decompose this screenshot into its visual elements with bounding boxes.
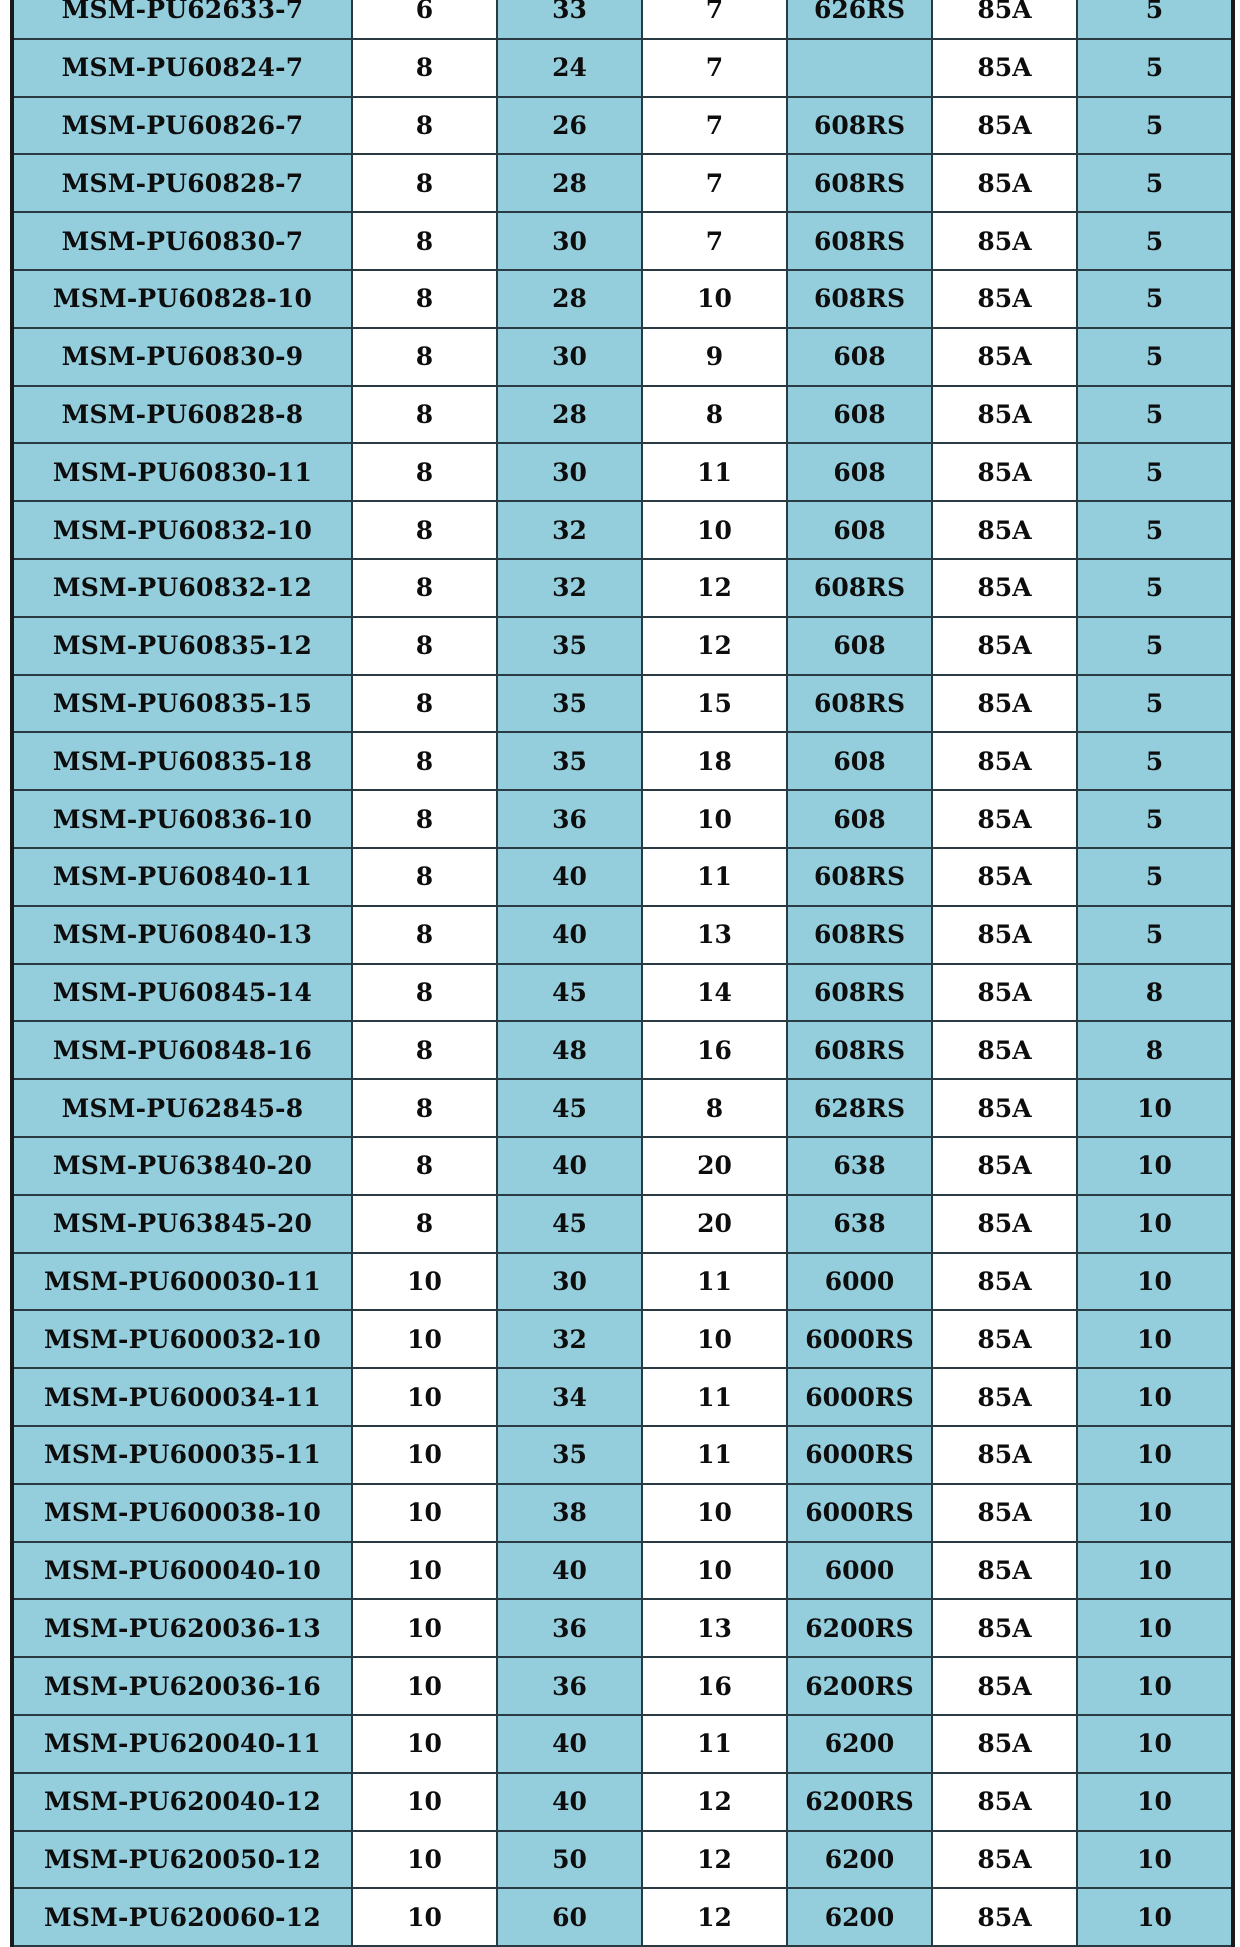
hardness-cell: 85A: [932, 1021, 1077, 1079]
outer-diameter-cell: 24: [497, 39, 642, 97]
outer-diameter-cell: 33: [497, 0, 642, 39]
hardness-cell: 85A: [932, 732, 1077, 790]
bore-cell: 8: [352, 501, 497, 559]
table-row: [12, 1426, 1233, 1484]
table-row: [12, 1079, 1233, 1137]
model-cell: MSM-PU60830-9: [12, 328, 352, 386]
outer-diameter-cell: 35: [497, 732, 642, 790]
model-cell: MSM-PU620040-12: [12, 1773, 352, 1831]
width-cell: 15: [642, 675, 787, 733]
bore-cell: 10: [352, 1542, 497, 1600]
quantity-cell: 5: [1077, 154, 1233, 212]
outer-diameter-cell: 28: [497, 386, 642, 444]
model-cell: MSM-PU60832-12: [12, 559, 352, 617]
outer-diameter-cell: 30: [497, 443, 642, 501]
hardness-cell: 85A: [932, 675, 1077, 733]
table-row: [12, 328, 1233, 386]
hardness-cell: 85A: [932, 1599, 1077, 1657]
spec-table-body: [12, 0, 1233, 1946]
model-cell: MSM-PU600035-11: [12, 1426, 352, 1484]
quantity-cell: 5: [1077, 559, 1233, 617]
model-cell: MSM-PU62633-7: [12, 0, 352, 39]
width-cell: 12: [642, 1773, 787, 1831]
bearing-cell: 6000RS: [787, 1368, 932, 1426]
hardness-cell: 85A: [932, 1888, 1077, 1946]
width-cell: 11: [642, 443, 787, 501]
model-cell: MSM-PU600038-10: [12, 1484, 352, 1542]
model-cell: MSM-PU60848-16: [12, 1021, 352, 1079]
bearing-cell: 638: [787, 1137, 932, 1195]
model-cell: MSM-PU60828-10: [12, 270, 352, 328]
hardness-cell: 85A: [932, 1253, 1077, 1311]
width-cell: 14: [642, 964, 787, 1022]
bearing-cell: 608RS: [787, 906, 932, 964]
model-cell: MSM-PU620050-12: [12, 1831, 352, 1889]
bore-cell: 8: [352, 1137, 497, 1195]
outer-diameter-cell: 45: [497, 1195, 642, 1253]
hardness-cell: 85A: [932, 1137, 1077, 1195]
outer-diameter-cell: 32: [497, 1310, 642, 1368]
bore-cell: 8: [352, 97, 497, 155]
bearing-cell: 628RS: [787, 1079, 932, 1137]
model-cell: MSM-PU620040-11: [12, 1715, 352, 1773]
quantity-cell: 5: [1077, 501, 1233, 559]
bearing-cell: 608RS: [787, 848, 932, 906]
quantity-cell: 10: [1077, 1426, 1233, 1484]
bearing-cell: 6200RS: [787, 1657, 932, 1715]
quantity-cell: 10: [1077, 1079, 1233, 1137]
model-cell: MSM-PU60830-11: [12, 443, 352, 501]
quantity-cell: 8: [1077, 1021, 1233, 1079]
table-row: [12, 1484, 1233, 1542]
outer-diameter-cell: 35: [497, 617, 642, 675]
hardness-cell: 85A: [932, 964, 1077, 1022]
hardness-cell: 85A: [932, 0, 1077, 39]
hardness-cell: 85A: [932, 443, 1077, 501]
width-cell: 10: [642, 1484, 787, 1542]
quantity-cell: 5: [1077, 328, 1233, 386]
model-cell: MSM-PU60840-11: [12, 848, 352, 906]
model-cell: MSM-PU60845-14: [12, 964, 352, 1022]
bearing-cell: 6200: [787, 1831, 932, 1889]
bore-cell: 8: [352, 443, 497, 501]
quantity-cell: 5: [1077, 848, 1233, 906]
bore-cell: 10: [352, 1599, 497, 1657]
width-cell: 10: [642, 1542, 787, 1600]
outer-diameter-cell: 38: [497, 1484, 642, 1542]
bearing-cell: 608: [787, 617, 932, 675]
outer-diameter-cell: 36: [497, 790, 642, 848]
model-cell: MSM-PU63845-20: [12, 1195, 352, 1253]
outer-diameter-cell: 30: [497, 212, 642, 270]
model-cell: MSM-PU620060-12: [12, 1888, 352, 1946]
table-row: [12, 1253, 1233, 1311]
bearing-cell: 608RS: [787, 964, 932, 1022]
table-row: [12, 1310, 1233, 1368]
outer-diameter-cell: 35: [497, 1426, 642, 1484]
outer-diameter-cell: 32: [497, 501, 642, 559]
outer-diameter-cell: 40: [497, 1137, 642, 1195]
quantity-cell: 5: [1077, 97, 1233, 155]
width-cell: 20: [642, 1137, 787, 1195]
hardness-cell: 85A: [932, 270, 1077, 328]
bore-cell: 8: [352, 559, 497, 617]
bearing-cell: 608: [787, 732, 932, 790]
table-row: [12, 1137, 1233, 1195]
hardness-cell: 85A: [932, 212, 1077, 270]
table-row: [12, 443, 1233, 501]
hardness-cell: 85A: [932, 790, 1077, 848]
hardness-cell: 85A: [932, 1484, 1077, 1542]
width-cell: 13: [642, 906, 787, 964]
table-row: [12, 1599, 1233, 1657]
table-row: [12, 1831, 1233, 1889]
bore-cell: 8: [352, 1021, 497, 1079]
model-cell: MSM-PU620036-13: [12, 1599, 352, 1657]
bearing-cell: 6000: [787, 1253, 932, 1311]
outer-diameter-cell: 28: [497, 270, 642, 328]
bearing-cell: 608RS: [787, 97, 932, 155]
bore-cell: 8: [352, 1195, 497, 1253]
outer-diameter-cell: 36: [497, 1599, 642, 1657]
width-cell: 9: [642, 328, 787, 386]
table-row: [12, 848, 1233, 906]
quantity-cell: 10: [1077, 1542, 1233, 1600]
bore-cell: 10: [352, 1253, 497, 1311]
quantity-cell: 5: [1077, 732, 1233, 790]
bore-cell: 8: [352, 386, 497, 444]
model-cell: MSM-PU620036-16: [12, 1657, 352, 1715]
quantity-cell: 5: [1077, 0, 1233, 39]
width-cell: 11: [642, 1253, 787, 1311]
outer-diameter-cell: 26: [497, 97, 642, 155]
width-cell: 12: [642, 1831, 787, 1889]
hardness-cell: 85A: [932, 848, 1077, 906]
table-row: [12, 559, 1233, 617]
table-row: [12, 790, 1233, 848]
table-row: [12, 501, 1233, 559]
model-cell: MSM-PU60830-7: [12, 212, 352, 270]
model-cell: MSM-PU60835-18: [12, 732, 352, 790]
table-row: [12, 1021, 1233, 1079]
bore-cell: 10: [352, 1310, 497, 1368]
bore-cell: 8: [352, 675, 497, 733]
hardness-cell: 85A: [932, 1657, 1077, 1715]
bearing-cell: 6000RS: [787, 1310, 932, 1368]
table-row: [12, 1715, 1233, 1773]
model-cell: MSM-PU62845-8: [12, 1079, 352, 1137]
hardness-cell: 85A: [932, 1079, 1077, 1137]
quantity-cell: 5: [1077, 906, 1233, 964]
width-cell: 10: [642, 270, 787, 328]
bearing-cell: 6200RS: [787, 1773, 932, 1831]
quantity-cell: 5: [1077, 212, 1233, 270]
model-cell: MSM-PU60828-8: [12, 386, 352, 444]
bore-cell: 8: [352, 154, 497, 212]
width-cell: 11: [642, 1368, 787, 1426]
bearing-cell: 6200: [787, 1888, 932, 1946]
quantity-cell: 5: [1077, 790, 1233, 848]
quantity-cell: 10: [1077, 1599, 1233, 1657]
model-cell: MSM-PU60828-7: [12, 154, 352, 212]
bore-cell: 8: [352, 328, 497, 386]
hardness-cell: 85A: [932, 328, 1077, 386]
bore-cell: 8: [352, 39, 497, 97]
bearing-cell: 638: [787, 1195, 932, 1253]
hardness-cell: 85A: [932, 1715, 1077, 1773]
model-cell: MSM-PU60835-12: [12, 617, 352, 675]
quantity-cell: 10: [1077, 1484, 1233, 1542]
hardness-cell: 85A: [932, 617, 1077, 675]
width-cell: 12: [642, 1888, 787, 1946]
bore-cell: 8: [352, 790, 497, 848]
model-cell: MSM-PU60836-10: [12, 790, 352, 848]
bearing-cell: 626RS: [787, 0, 932, 39]
bearing-cell: 608RS: [787, 212, 932, 270]
model-cell: MSM-PU60832-10: [12, 501, 352, 559]
quantity-cell: 8: [1077, 964, 1233, 1022]
width-cell: 8: [642, 386, 787, 444]
outer-diameter-cell: 50: [497, 1831, 642, 1889]
bearing-cell: [787, 39, 932, 97]
model-cell: MSM-PU60840-13: [12, 906, 352, 964]
bearing-cell: 6000RS: [787, 1426, 932, 1484]
hardness-cell: 85A: [932, 1310, 1077, 1368]
outer-diameter-cell: 40: [497, 848, 642, 906]
table-row: [12, 617, 1233, 675]
outer-diameter-cell: 40: [497, 1715, 642, 1773]
width-cell: 16: [642, 1657, 787, 1715]
hardness-cell: 85A: [932, 1542, 1077, 1600]
quantity-cell: 10: [1077, 1310, 1233, 1368]
quantity-cell: 5: [1077, 443, 1233, 501]
table-row: [12, 1542, 1233, 1600]
outer-diameter-cell: 35: [497, 675, 642, 733]
quantity-cell: 10: [1077, 1253, 1233, 1311]
table-row: [12, 1657, 1233, 1715]
table-row: [12, 1368, 1233, 1426]
table-row: [12, 732, 1233, 790]
table-row: [12, 964, 1233, 1022]
bearing-cell: 6000RS: [787, 1484, 932, 1542]
bore-cell: 8: [352, 848, 497, 906]
quantity-cell: 10: [1077, 1368, 1233, 1426]
table-row: [12, 906, 1233, 964]
hardness-cell: 85A: [932, 1368, 1077, 1426]
quantity-cell: 5: [1077, 675, 1233, 733]
bearing-cell: 608RS: [787, 1021, 932, 1079]
hardness-cell: 85A: [932, 906, 1077, 964]
width-cell: 16: [642, 1021, 787, 1079]
quantity-cell: 10: [1077, 1137, 1233, 1195]
bearing-cell: 608: [787, 790, 932, 848]
bore-cell: 8: [352, 617, 497, 675]
table-row: [12, 675, 1233, 733]
bore-cell: 8: [352, 1079, 497, 1137]
bore-cell: 10: [352, 1657, 497, 1715]
bore-cell: 8: [352, 732, 497, 790]
table-row: [12, 97, 1233, 155]
bearing-cell: 608: [787, 328, 932, 386]
hardness-cell: 85A: [932, 1831, 1077, 1889]
width-cell: 8: [642, 1079, 787, 1137]
table-row: [12, 270, 1233, 328]
width-cell: 18: [642, 732, 787, 790]
width-cell: 10: [642, 1310, 787, 1368]
model-cell: MSM-PU63840-20: [12, 1137, 352, 1195]
width-cell: 7: [642, 39, 787, 97]
model-cell: MSM-PU60824-7: [12, 39, 352, 97]
table-row: [12, 1195, 1233, 1253]
outer-diameter-cell: 40: [497, 1542, 642, 1600]
table-row: [12, 386, 1233, 444]
bearing-cell: 608RS: [787, 675, 932, 733]
outer-diameter-cell: 36: [497, 1657, 642, 1715]
hardness-cell: 85A: [932, 501, 1077, 559]
width-cell: 7: [642, 97, 787, 155]
outer-diameter-cell: 40: [497, 1773, 642, 1831]
outer-diameter-cell: 34: [497, 1368, 642, 1426]
bore-cell: 10: [352, 1426, 497, 1484]
bearing-cell: 608RS: [787, 154, 932, 212]
quantity-cell: 10: [1077, 1831, 1233, 1889]
bore-cell: 8: [352, 964, 497, 1022]
outer-diameter-cell: 60: [497, 1888, 642, 1946]
bore-cell: 8: [352, 212, 497, 270]
table-row: [12, 154, 1233, 212]
model-cell: MSM-PU600030-11: [12, 1253, 352, 1311]
width-cell: 13: [642, 1599, 787, 1657]
bore-cell: 10: [352, 1715, 497, 1773]
table-row: [12, 39, 1233, 97]
width-cell: 10: [642, 501, 787, 559]
outer-diameter-cell: 32: [497, 559, 642, 617]
bore-cell: 10: [352, 1368, 497, 1426]
bearing-cell: 6000: [787, 1542, 932, 1600]
bore-cell: 10: [352, 1484, 497, 1542]
hardness-cell: 85A: [932, 386, 1077, 444]
outer-diameter-cell: 40: [497, 906, 642, 964]
model-cell: MSM-PU600034-11: [12, 1368, 352, 1426]
outer-diameter-cell: 45: [497, 1079, 642, 1137]
quantity-cell: 10: [1077, 1657, 1233, 1715]
outer-diameter-cell: 45: [497, 964, 642, 1022]
bore-cell: 10: [352, 1831, 497, 1889]
width-cell: 12: [642, 617, 787, 675]
outer-diameter-cell: 48: [497, 1021, 642, 1079]
quantity-cell: 5: [1077, 386, 1233, 444]
outer-diameter-cell: 30: [497, 1253, 642, 1311]
quantity-cell: 10: [1077, 1195, 1233, 1253]
model-cell: MSM-PU600032-10: [12, 1310, 352, 1368]
hardness-cell: 85A: [932, 154, 1077, 212]
table-row: [12, 1888, 1233, 1946]
width-cell: 10: [642, 790, 787, 848]
quantity-cell: 5: [1077, 39, 1233, 97]
model-cell: MSM-PU60835-15: [12, 675, 352, 733]
quantity-cell: 10: [1077, 1715, 1233, 1773]
width-cell: 11: [642, 848, 787, 906]
bore-cell: 8: [352, 270, 497, 328]
width-cell: 11: [642, 1426, 787, 1484]
bearing-cell: 608: [787, 443, 932, 501]
outer-diameter-cell: 28: [497, 154, 642, 212]
width-cell: 12: [642, 559, 787, 617]
model-cell: MSM-PU600040-10: [12, 1542, 352, 1600]
bearing-cell: 608: [787, 386, 932, 444]
width-cell: 7: [642, 0, 787, 39]
table-row: [12, 1773, 1233, 1831]
hardness-cell: 85A: [932, 1195, 1077, 1253]
bearing-cell: 608: [787, 501, 932, 559]
hardness-cell: 85A: [932, 559, 1077, 617]
bearing-cell: 608RS: [787, 270, 932, 328]
bearing-cell: 6200RS: [787, 1599, 932, 1657]
width-cell: 7: [642, 212, 787, 270]
spec-table: [10, 0, 1235, 1947]
width-cell: 20: [642, 1195, 787, 1253]
bore-cell: 6: [352, 0, 497, 39]
width-cell: 11: [642, 1715, 787, 1773]
outer-diameter-cell: 30: [497, 328, 642, 386]
bore-cell: 10: [352, 1888, 497, 1946]
bore-cell: 10: [352, 1773, 497, 1831]
table-row: [12, 212, 1233, 270]
quantity-cell: 5: [1077, 270, 1233, 328]
hardness-cell: 85A: [932, 1426, 1077, 1484]
hardness-cell: 85A: [932, 39, 1077, 97]
model-cell: MSM-PU60826-7: [12, 97, 352, 155]
quantity-cell: 10: [1077, 1888, 1233, 1946]
quantity-cell: 5: [1077, 617, 1233, 675]
hardness-cell: 85A: [932, 97, 1077, 155]
hardness-cell: 85A: [932, 1773, 1077, 1831]
quantity-cell: 10: [1077, 1773, 1233, 1831]
bearing-cell: 608RS: [787, 559, 932, 617]
bore-cell: 8: [352, 906, 497, 964]
table-row: [12, 0, 1233, 39]
width-cell: 7: [642, 154, 787, 212]
bearing-cell: 6200: [787, 1715, 932, 1773]
